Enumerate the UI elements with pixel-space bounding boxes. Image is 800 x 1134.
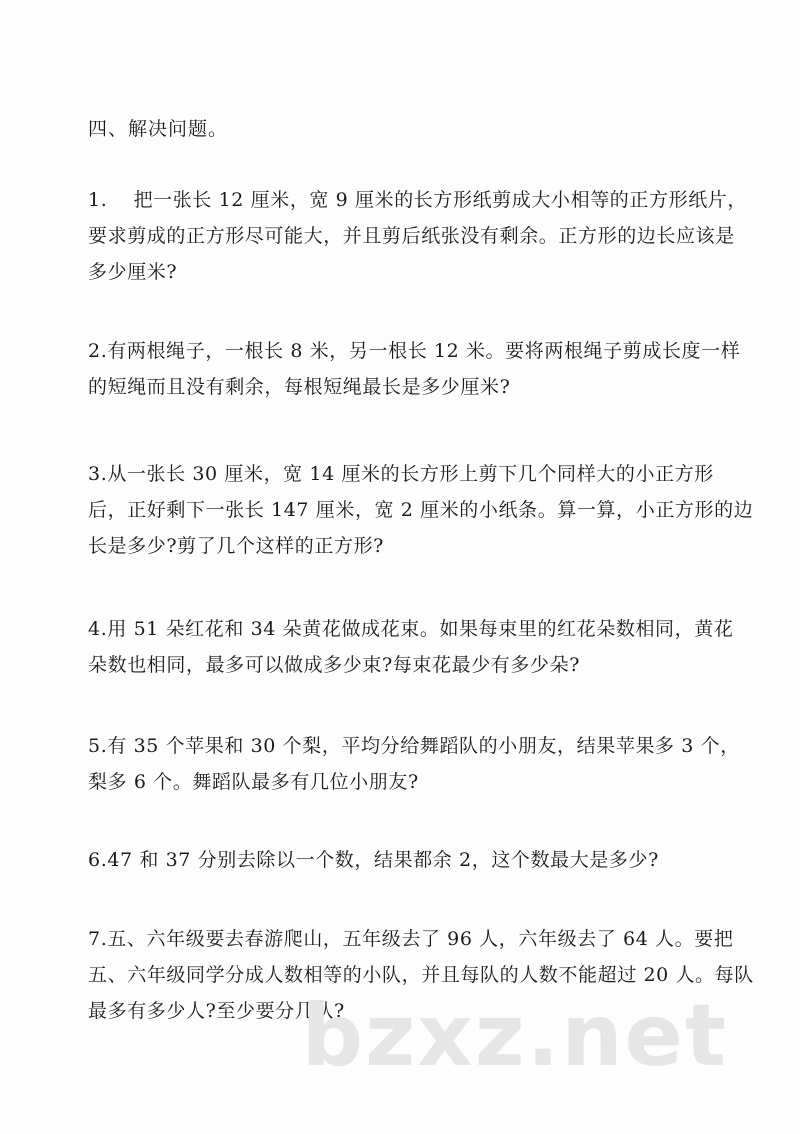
problem-2: [88, 333, 741, 405]
problem-line: 梨多 6 个。舞蹈队最多有几位小朋友?: [88, 771, 419, 793]
problem-line: 五、六年级同学分成人数相等的小队，并且每队的人数不能超过 20 人。每队: [88, 964, 754, 986]
problem-3: [88, 456, 754, 564]
problem-line: 4.用 51 朵红花和 34 朵黄花做成花束。如果每束里的红花朵数相同，黄花: [88, 618, 734, 640]
problem-line: 7.五、六年级要去春游爬山，五年级去了 96 人，六年级去了 64 人。要把: [88, 928, 734, 950]
problem-line: 要求剪成的正方形尽可能大，并且剪后纸张没有剩余。正方形的边长应该是: [88, 225, 735, 247]
problem-line: 的短绳而且没有剩余，每根短绳最长是多少厘米?: [88, 376, 511, 398]
problem-1: [88, 182, 747, 290]
section-title: 四、解决问题。: [88, 118, 229, 140]
problem-line: 1. 把一张长 12 厘米，宽 9 厘米的长方形纸剪成大小相等的正方形纸片，: [88, 189, 747, 211]
problem-line: 6.47 和 37 分别去除以一个数，结果都余 2，这个数最大是多少?: [88, 849, 659, 871]
problem-line: 后，正好剩下一张长 147 厘米，宽 2 厘米的小纸条。算一算，小正方形的边: [88, 499, 754, 521]
problem-6: [88, 842, 728, 878]
problem-line: 5.有 35 个苹果和 30 个梨，平均分给舞蹈队的小朋友，结果苹果多 3 个，: [88, 735, 740, 757]
problem-4: [88, 611, 734, 683]
problem-line: 长是多少?剪了几个这样的正方形?: [88, 535, 384, 557]
problem-line: 最多有多少人?至少要分几队?: [88, 1000, 345, 1022]
problem-line: 朵数也相同，最多可以做成多少束?每束花最少有多少朵?: [88, 654, 580, 676]
watermark: bzxz.net: [301, 986, 728, 1086]
problem-line: 2.有两根绳子，一根长 8 米，另一根长 12 米。要将两根绳子剪成长度一样: [88, 340, 741, 362]
problem-line: 3.从一张长 30 厘米，宽 14 厘米的长方形上剪下几个同样大的小正方形: [88, 463, 714, 485]
problem-5: [88, 728, 740, 800]
problem-line: 多少厘米?: [88, 261, 178, 283]
